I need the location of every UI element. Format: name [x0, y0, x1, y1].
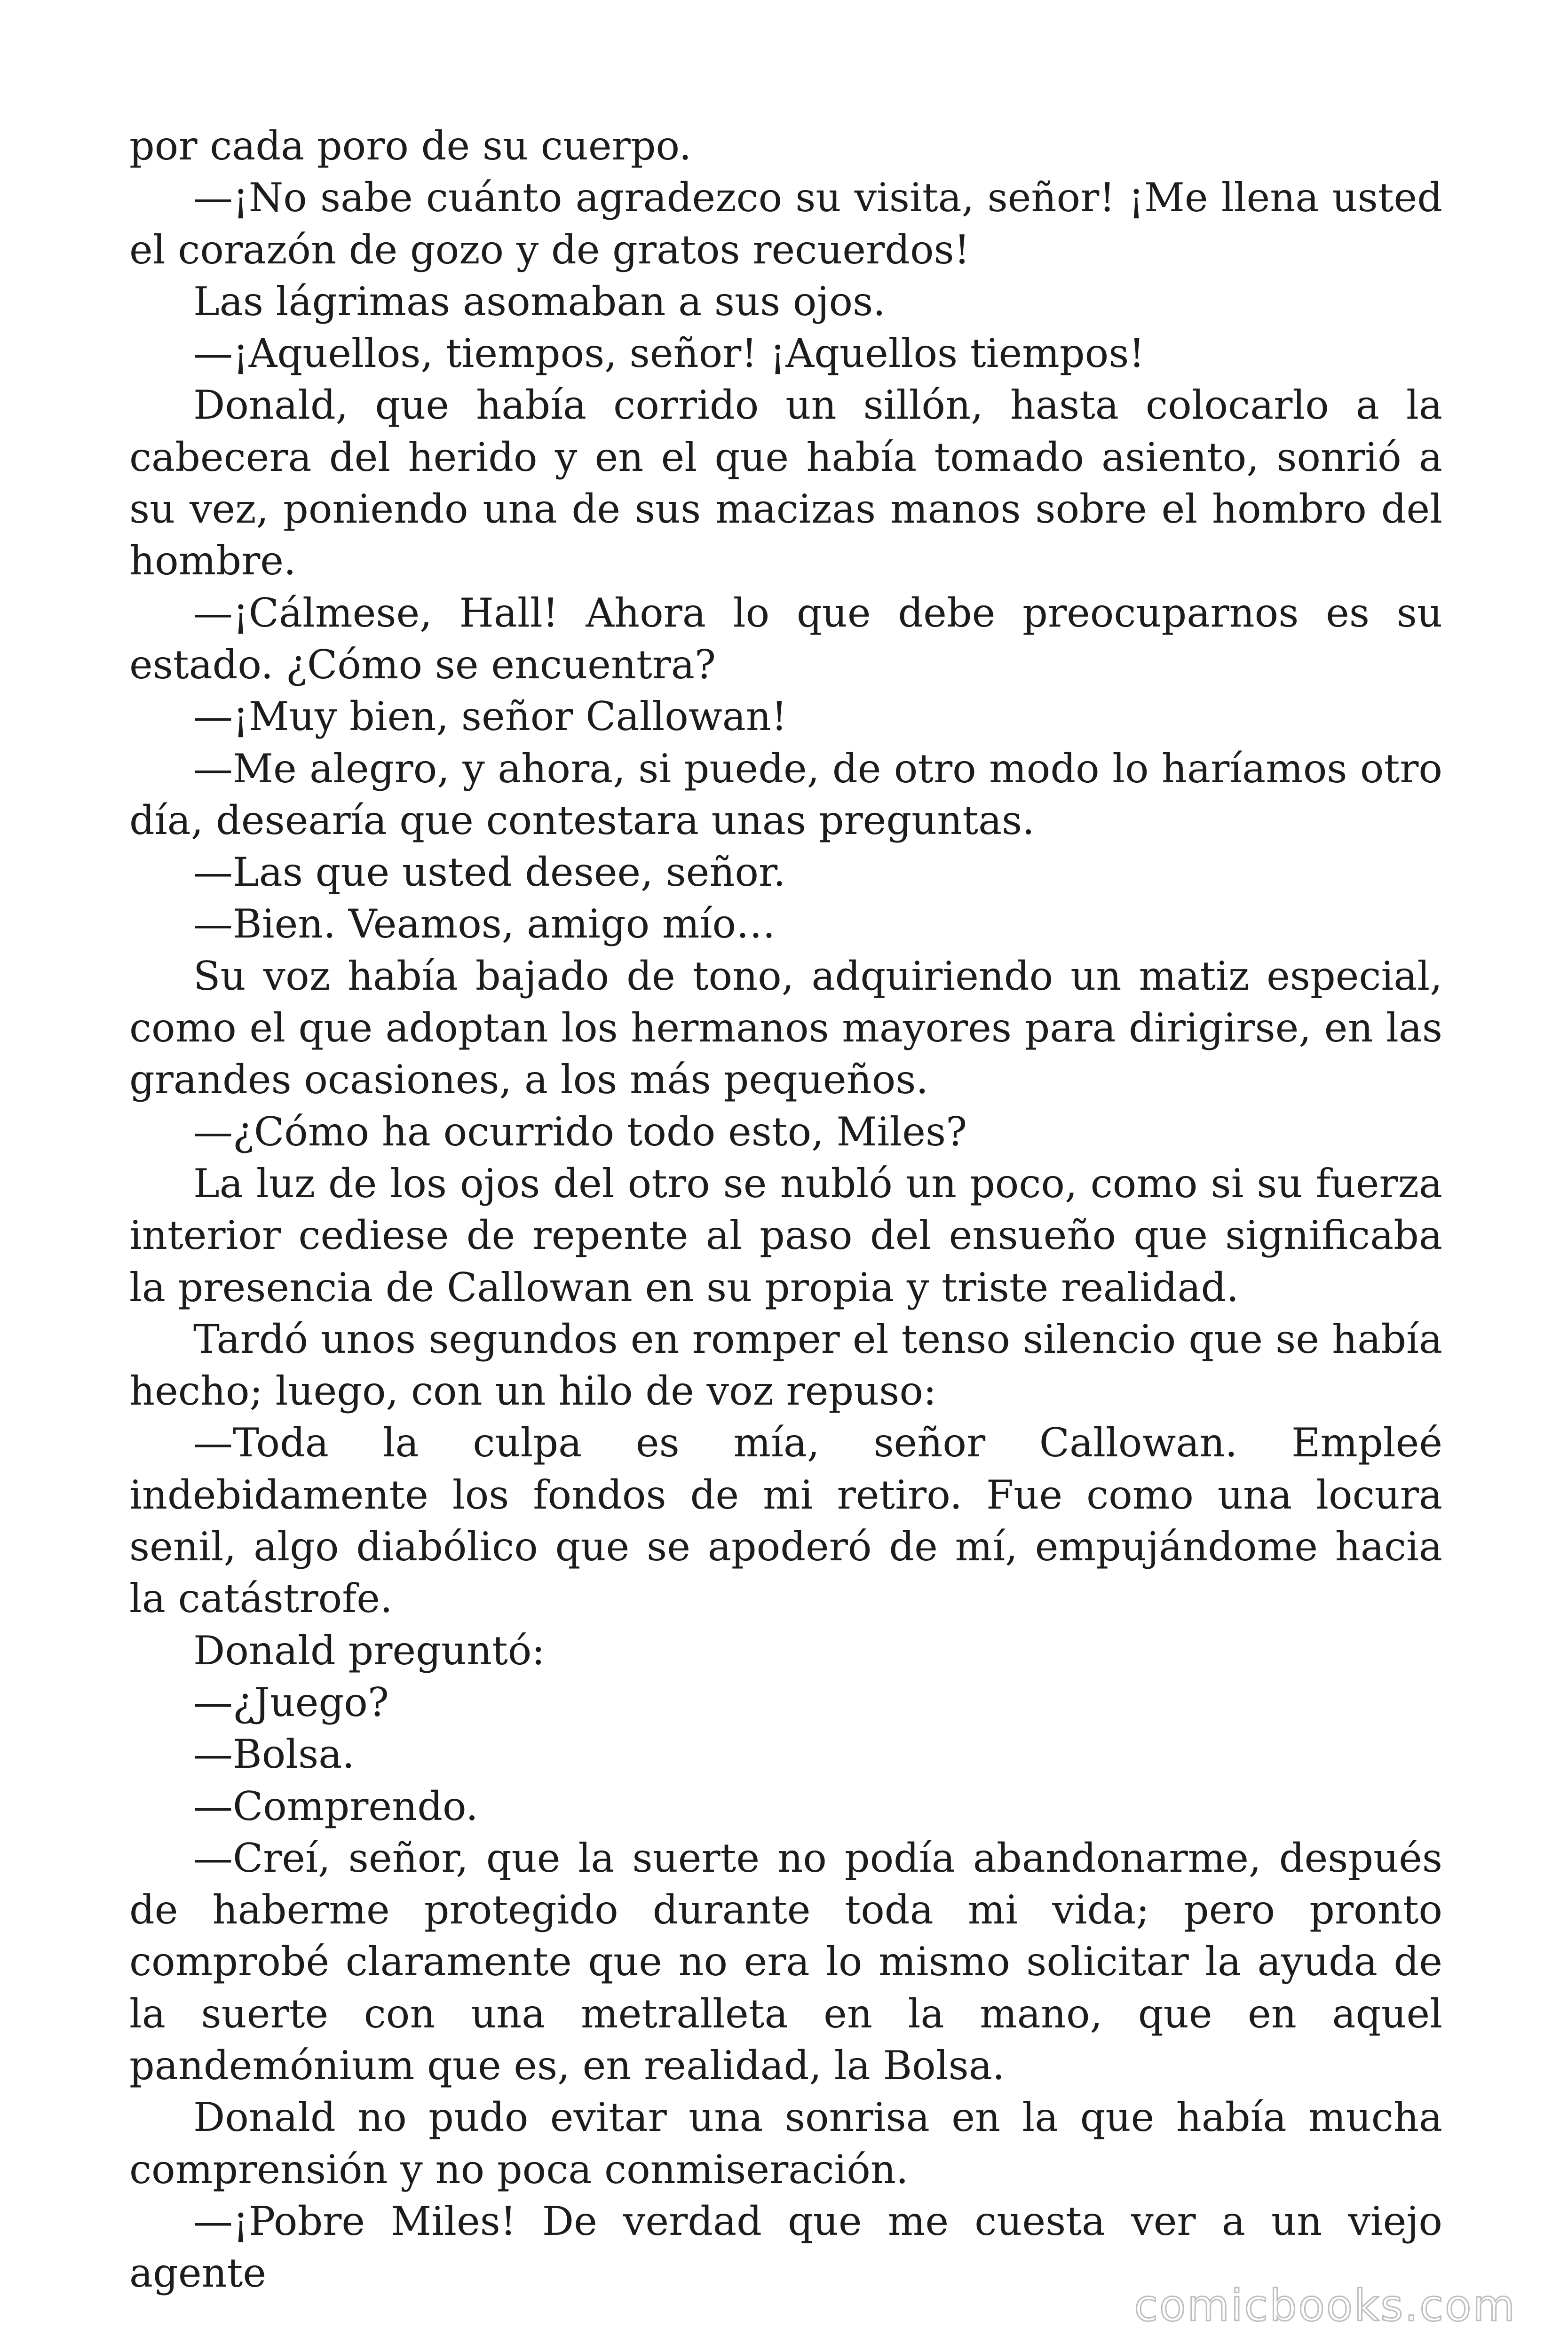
paragraph: por cada poro de su cuerpo. — [129, 123, 692, 169]
paragraph: —¿Cómo ha ocurrido todo esto, Miles? — [193, 1108, 967, 1155]
paragraph: Donald preguntó: — [193, 1627, 545, 1674]
paragraph: —Bolsa. — [193, 1731, 355, 1778]
paragraph: —¿Juego? — [193, 1679, 389, 1725]
paragraph: Tardó unos segundos en romper el tenso silencio que se había hecho; luego, con un hilo de voz repuso: — [129, 1316, 1442, 1414]
paragraph: Donald no pudo evitar una sonrisa en la que había mucha comprensión y no poca conmiseración. — [129, 2094, 1442, 2193]
paragraph: —¡Aquellos, tiempos, señor! ¡Aquellos tiempos! — [193, 330, 1145, 377]
paragraph: Las lágrimas asomaban a sus ojos. — [193, 278, 886, 325]
paragraph: —Comprendo. — [193, 1783, 478, 1829]
paragraph: —Me alegro, y ahora, si puede, de otro modo lo haríamos otro día, desearía que contestara unas preguntas. — [129, 745, 1442, 843]
paragraph: —¡No sabe cuánto agradezco su visita, señor! ¡Me llena usted el corazón de gozo y de gratos recuerdos! — [129, 175, 1442, 273]
paragraph: Su voz había bajado de tono, adquiriendo un matiz especial, como el que adoptan los hermanos mayores para dirigirse, en las grandes ocasiones, a los más pequeños. — [129, 953, 1442, 1103]
paragraph: —Bien. Veamos, amigo mío… — [193, 901, 776, 947]
paragraph: —Creí, señor, que la suerte no podía abandonarme, después de haberme protegido durante toda mi vida; pero pronto comprobé claramente que no era lo mismo solicitar la ayuda de la suerte con una metralleta en la mano, que en aquel pandemónium que es, en realidad, la Bolsa. — [129, 1835, 1442, 2089]
paragraph: —Toda la culpa es mía, señor Callowan. Empleé indebidamente los fondos de mi retiro. Fue como una locura senil, algo diabólico que se apoderó de mí, empujándome hacia la catástrofe. — [129, 1420, 1442, 1622]
paragraph: —¡Pobre Miles! De verdad que me cuesta ver a un viejo agente — [129, 2198, 1442, 2296]
paragraph: —Las que usted desee, señor. — [193, 849, 786, 896]
paragraph: —¡Cálmese, Hall! Ahora lo que debe preocuparnos es su estado. ¿Cómo se encuentra? — [129, 589, 1442, 688]
paragraph: La luz de los ojos del otro se nubló un poco, como si su fuerza interior cediese de repente al paso del ensueño que significaba la presencia de Callowan en su propia y triste realidad. — [129, 1160, 1442, 1311]
body-text — [129, 120, 1442, 2299]
paragraph: Donald, que había corrido un sillón, hasta colocarlo a la cabecera del herido y en el que había tomado asiento, sonrió a su vez, poniendo una de sus macizas manos sobre el hombro del hombre. — [129, 382, 1442, 584]
paragraph: —¡Muy bien, señor Callowan! — [193, 693, 787, 740]
watermark: comicbooks.com — [1134, 2280, 1516, 2331]
